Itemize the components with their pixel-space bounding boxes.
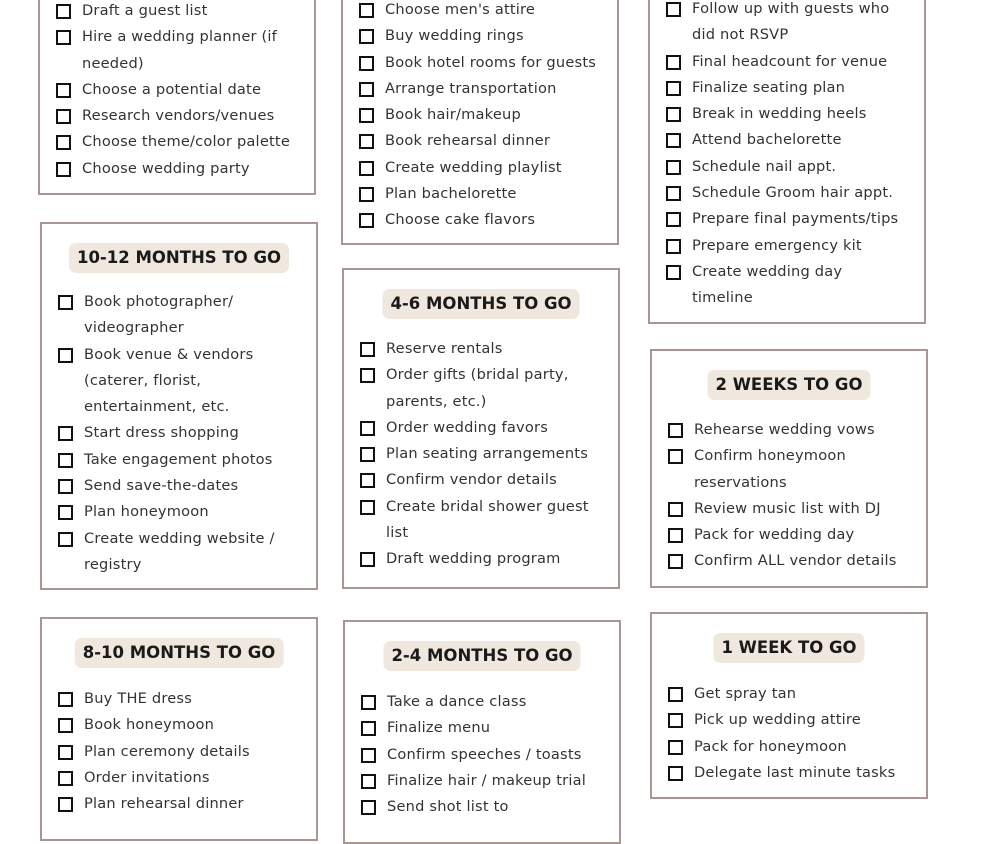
checkbox-icon[interactable] [56,162,71,177]
checklist-item [42,289,316,342]
checkbox-icon[interactable] [58,692,73,707]
checklist-item [344,546,618,572]
checkbox-icon[interactable] [668,713,683,728]
checklist-item [344,415,618,441]
checkbox-icon[interactable] [359,187,374,202]
checklist-item-label: Buy wedding rings [385,27,524,45]
checklist-item [42,686,316,712]
checklist-item-label: Book hotel rooms for guests [385,53,597,71]
checklist-item [42,712,316,738]
checklist-item-label: Arrange transportation [385,79,557,97]
checklist-item [42,342,316,421]
checklist-item-label: Follow up with guests who did not RSVP [692,0,890,44]
checklist-item [652,443,926,496]
checklist-item-label: Draft a guest list [82,2,208,19]
checklist-item-label: Confirm ALL vendor details [694,552,897,570]
checkbox-icon[interactable] [361,774,376,789]
checklist [650,0,924,312]
checklist-item [42,420,316,446]
checklist [40,0,314,182]
checkbox-icon[interactable] [666,133,681,148]
checklist-item-label: Rehearse wedding vows [694,421,875,438]
section-title: 2-4 MONTHS TO GO [383,641,580,671]
checklist-item [650,233,924,259]
checkbox-icon[interactable] [666,81,681,96]
checklist-section-2-weeks [650,349,928,588]
checklist-item-label: Send save-the-dates [84,477,239,495]
checklist-item-label: Take a dance class [387,693,527,710]
checkbox-icon[interactable] [668,449,683,464]
checklist-item-label: Plan rehearsal dinner [84,795,244,813]
checklist-item-label: Book honeymoon [84,716,215,734]
section-title: 4-6 MONTHS TO GO [382,289,579,319]
checkbox-icon[interactable] [359,3,374,18]
checkbox-icon[interactable] [668,740,683,755]
checklist-item-label: Choose a potential date [82,80,262,98]
checkbox-icon[interactable] [666,2,681,17]
checklist-item-label: Create wedding website / registry [84,529,275,573]
checkbox-icon[interactable] [360,500,375,515]
checklist-item-label: Choose cake flavors [385,211,536,229]
checkbox-icon[interactable] [58,718,73,733]
checklist-item [345,689,619,715]
section-title: 2 WEEKS TO GO [708,370,871,400]
checklist-section-10-12-months [40,222,318,590]
checkbox-icon[interactable] [668,766,683,781]
checklist-item-label: Attend bachelorette [692,131,842,149]
checklist-section-1-week [650,612,928,799]
checklist-item-label: Order wedding favors [386,418,549,436]
checklist-item [345,794,619,820]
checklist-item [652,707,926,733]
checklist-item-label: Plan bachelorette [385,185,517,203]
checkbox-icon[interactable] [360,368,375,383]
checkbox-icon[interactable] [666,160,681,175]
checklist-item [652,522,926,548]
checklist-item [344,362,618,415]
checklist-item [652,734,926,760]
section-title: 8-10 MONTHS TO GO [75,638,284,668]
checklist-item-label: Plan seating arrangements [386,445,589,463]
checklist [652,417,926,575]
checkbox-icon[interactable] [360,421,375,436]
checklist-item [650,259,924,312]
checklist-item-label: Pack for honeymoon [694,737,847,755]
checklist-item-label: Delegate last minute tasks [694,763,896,781]
checklist [42,686,316,817]
checklist-item-label: Send shot list to [387,798,509,816]
checklist-item-label: Prepare final payments/tips [692,210,899,228]
checklist-item [650,127,924,153]
checklist-section-4-6-months [342,268,620,589]
checkbox-icon[interactable] [56,135,71,150]
checklist-item [40,129,314,155]
checkbox-icon[interactable] [58,771,73,786]
checklist-item-label: Research vendors/venues [82,107,275,125]
checklist-item-label: Buy THE dress [84,690,193,707]
checklist-item-label: Reserve rentals [386,340,503,357]
checklist-item [42,473,316,499]
checklist-item [40,103,314,129]
checklist [344,336,618,573]
checkbox-icon[interactable] [666,186,681,201]
checklist-item [40,156,314,182]
checklist-item-label: Break in wedding heels [692,105,867,123]
checklist-section-top-1 [38,0,316,195]
checkbox-icon[interactable] [668,528,683,543]
checkbox-icon[interactable] [359,56,374,71]
checklist-item-label: Confirm vendor details [386,471,557,489]
checklist [343,0,617,234]
checklist-item-label: Draft wedding program [386,550,561,568]
checklist-item-label: Hire a wedding planner (if needed) [82,28,278,72]
checkbox-icon[interactable] [359,134,374,149]
checkbox-icon[interactable] [360,552,375,567]
checklist-item-label: Book rehearsal dinner [385,132,551,150]
checklist-section-top-3 [648,0,926,324]
checkbox-icon[interactable] [666,55,681,70]
checklist-item [343,207,617,233]
checkbox-icon[interactable] [359,161,374,176]
checklist-item [42,447,316,473]
checkbox-icon[interactable] [56,30,71,45]
checklist-item-label: Order invitations [84,768,210,786]
checklist-item [652,548,926,574]
checklist-item [650,154,924,180]
checklist-item-label: Create wedding day timeline [692,262,843,307]
checklist [345,689,619,820]
checkbox-icon[interactable] [359,29,374,44]
checklist-item-label: Finalize seating plan [692,78,846,96]
checkbox-icon[interactable] [360,342,375,357]
checklist-item [42,499,316,525]
checklist-item [344,441,618,467]
checkbox-icon[interactable] [360,473,375,488]
checklist-item [343,23,617,49]
checklist-item-label: Schedule Groom hair appt. [692,184,894,202]
checkbox-icon[interactable] [58,532,73,547]
checklist [42,289,316,578]
checklist-item [652,417,926,443]
checklist [652,681,926,786]
checkbox-icon[interactable] [58,797,73,812]
checklist-item [42,765,316,791]
checklist-item-label: Choose men's attire [385,1,536,18]
checklist-item [40,0,314,24]
checkbox-icon[interactable] [58,745,73,760]
checklist-item-label: Prepare emergency kit [692,236,862,254]
checklist-item [42,739,316,765]
checkbox-icon[interactable] [668,502,683,517]
checklist-item [344,336,618,362]
checklist-item [650,75,924,101]
checklist-item-label: Book hair/makeup [385,106,521,124]
checklist-item [650,180,924,206]
checklist-item [344,494,618,547]
checkbox-icon[interactable] [56,4,71,19]
checklist-item-label: Finalize hair / makeup trial [387,771,587,789]
checkbox-icon[interactable] [359,108,374,123]
section-title: 10-12 MONTHS TO GO [69,243,289,273]
checklist-item-label: Confirm speeches / toasts [387,745,582,763]
checklist-item [650,0,924,49]
checkbox-icon[interactable] [666,107,681,122]
checklist-item-label: Create wedding playlist [385,158,562,176]
checkbox-icon[interactable] [58,348,73,363]
checklist-section-top-2 [341,0,619,245]
checklist-item-label: Take engagement photos [84,450,273,468]
checklist-item [343,155,617,181]
checklist-item [345,715,619,741]
checklist-item-label: Choose wedding party [82,159,250,177]
checklist-item-label: Choose theme/color palette [82,133,291,151]
checklist-item-label: Schedule nail appt. [692,157,837,175]
checklist-item [652,681,926,707]
checklist-item [650,101,924,127]
checklist-item-label: Pack for wedding day [694,526,855,544]
checklist-item-label: Order gifts (bridal party, parents, etc.) [386,366,569,410]
checklist-item [343,50,617,76]
checklist-item [652,496,926,522]
checklist-item [42,791,316,817]
checklist-item [40,77,314,103]
checkbox-icon[interactable] [666,212,681,227]
checkbox-icon[interactable] [668,423,683,438]
checklist-item-label: Start dress shopping [84,424,239,442]
checklist-section-8-10-months [40,617,318,841]
checkbox-icon[interactable] [361,721,376,736]
checklist-item [345,742,619,768]
checklist-item-label: Book photographer/ videographer [84,293,234,337]
checklist-item [42,526,316,579]
checklist-item [652,760,926,786]
checklist-item-label: Create bridal shower guest list [386,497,589,542]
checklist-item [343,181,617,207]
checkbox-icon[interactable] [58,479,73,494]
checkbox-icon[interactable] [58,295,73,310]
checklist-item [40,24,314,77]
checklist-section-2-4-months [343,620,621,844]
checklist-item-label: Confirm honeymoon reservations [694,447,846,491]
checklist-item-label: Plan ceremony details [84,742,250,760]
checklist-item [343,128,617,154]
checkbox-icon[interactable] [668,687,683,702]
checklist-item-label: Book venue & vendors (caterer, florist, entertainment, etc. [84,345,254,416]
checklist-item [344,467,618,493]
checkbox-icon[interactable] [56,83,71,98]
checklist-item [650,49,924,75]
checkbox-icon[interactable] [360,447,375,462]
checkbox-icon[interactable] [359,82,374,97]
checkbox-icon[interactable] [666,265,681,280]
checklist-item-label: Pick up wedding attire [694,711,861,729]
checkbox-icon[interactable] [58,505,73,520]
checklist-item [650,206,924,232]
checklist-item [343,0,617,23]
checkbox-icon[interactable] [56,109,71,124]
section-title: 1 WEEK TO GO [713,633,864,663]
checkbox-icon[interactable] [666,239,681,254]
checklist-item-label: Final headcount for venue [692,52,888,70]
checkbox-icon[interactable] [361,695,376,710]
checkbox-icon[interactable] [361,800,376,815]
checkbox-icon[interactable] [361,748,376,763]
checkbox-icon[interactable] [359,213,374,228]
checkbox-icon[interactable] [58,453,73,468]
checklist-item [343,76,617,102]
checklist-item-label: Plan honeymoon [84,503,209,521]
checkbox-icon[interactable] [58,426,73,441]
checklist-item [345,768,619,794]
checklist-item-label: Review music list with DJ [694,499,881,517]
checklist-item-label: Finalize menu [387,719,491,737]
checklist-item [343,102,617,128]
checklist-item-label: Get spray tan [694,685,797,702]
checkbox-icon[interactable] [668,554,683,569]
